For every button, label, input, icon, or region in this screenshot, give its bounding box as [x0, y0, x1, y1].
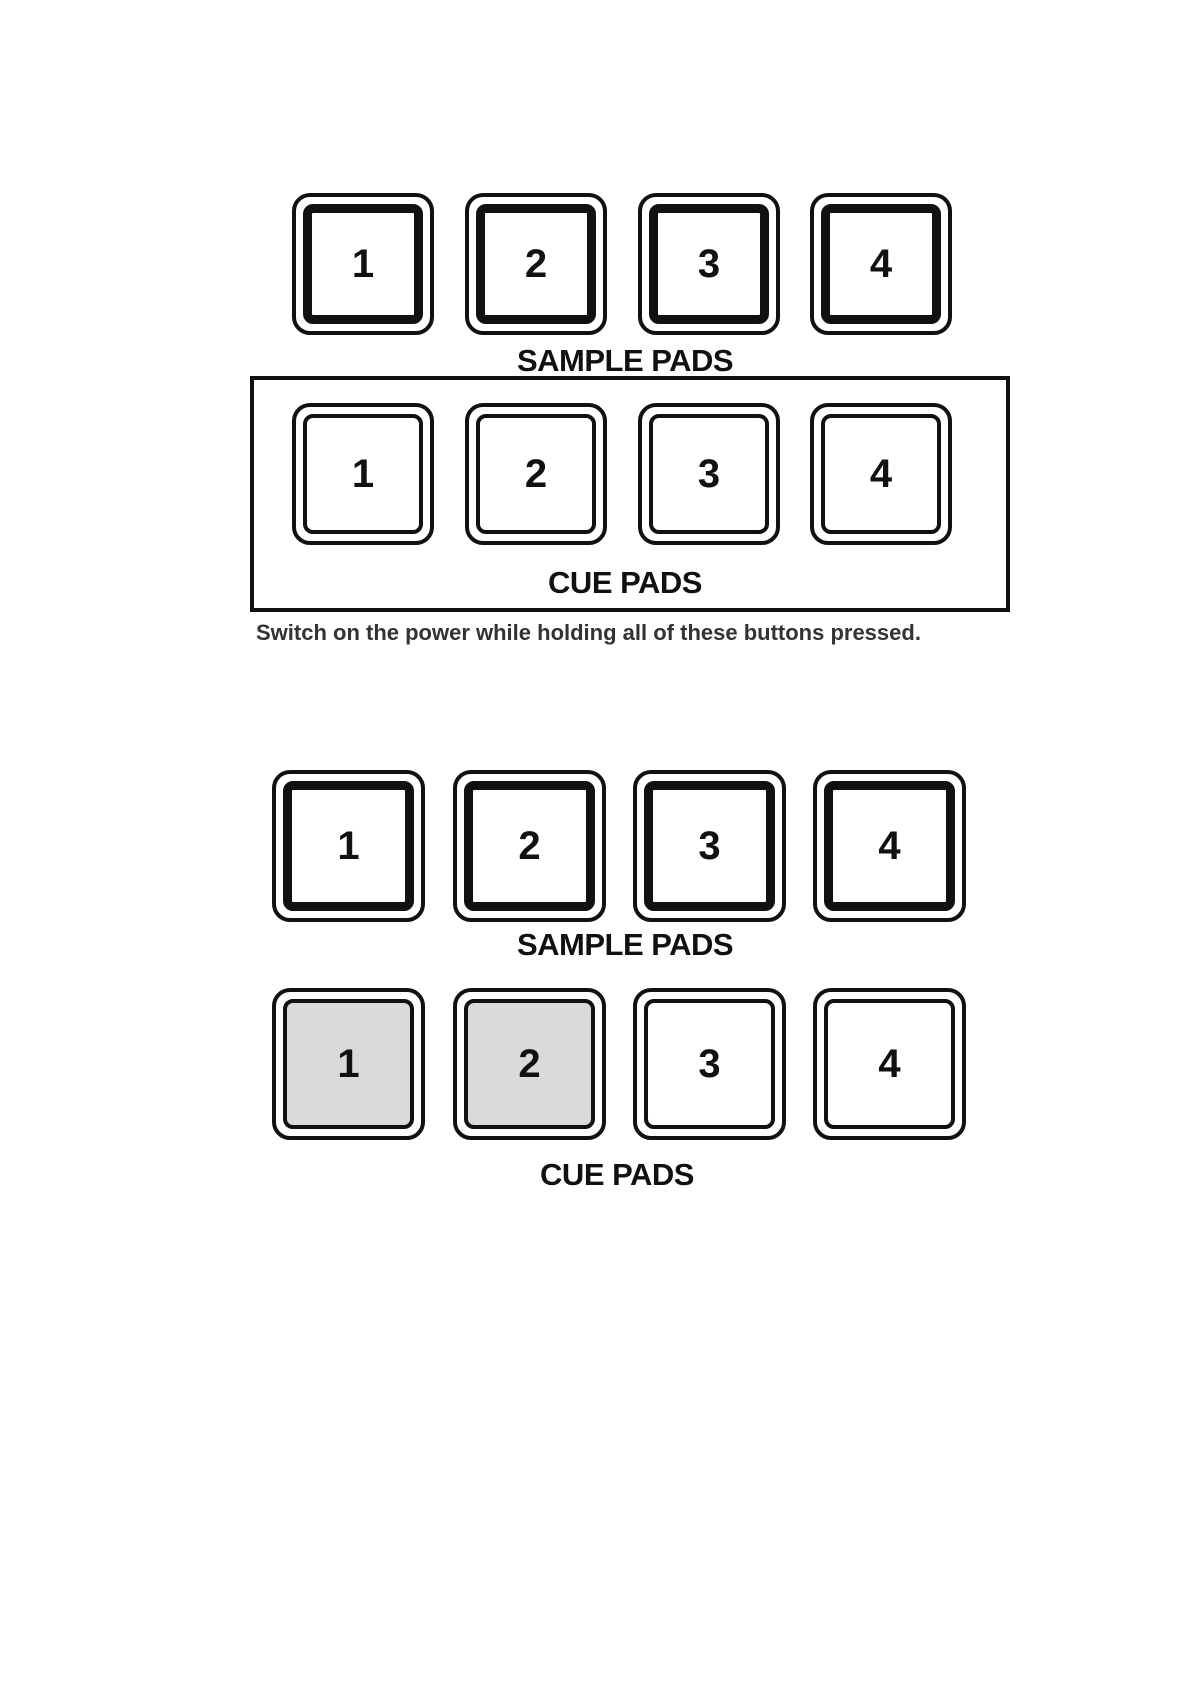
cue-pad-1[interactable] [292, 403, 434, 545]
cue-pad-2[interactable] [453, 988, 606, 1140]
sample-pad-4[interactable] [810, 193, 952, 335]
pad-number: 3 [644, 999, 775, 1129]
sample-pads-label: SAMPLE PADS [516, 343, 734, 378]
instruction-caption: Switch on the power while holding all of these buttons pressed. [256, 620, 921, 645]
pad-number: 3 [644, 781, 775, 911]
pad-number: 4 [824, 781, 955, 911]
pad-number: 2 [476, 204, 596, 324]
sample-pads-label: SAMPLE PADS [516, 927, 734, 962]
pad-number: 1 [283, 781, 414, 911]
cue-pad-4[interactable] [810, 403, 952, 545]
pad-number: 2 [476, 414, 596, 534]
cue-pad-3[interactable] [633, 988, 786, 1140]
pad-number: 2 [464, 999, 595, 1129]
cue-pads-label: CUE PADS [548, 565, 702, 600]
pad-number: 3 [649, 204, 769, 324]
pad-number: 3 [649, 414, 769, 534]
sample-pad-2[interactable] [453, 770, 606, 922]
sample-pad-2[interactable] [465, 193, 607, 335]
cue-pad-3[interactable] [638, 403, 780, 545]
sample-pad-3[interactable] [633, 770, 786, 922]
cue-pads-label: CUE PADS [540, 1157, 694, 1192]
pad-number: 1 [303, 204, 423, 324]
pad-number: 2 [464, 781, 595, 911]
sample-pad-1[interactable] [292, 193, 434, 335]
pad-number: 4 [821, 414, 941, 534]
pad-number: 1 [283, 999, 414, 1129]
cue-pad-1[interactable] [272, 988, 425, 1140]
pad-number: 1 [303, 414, 423, 534]
sample-pad-4[interactable] [813, 770, 966, 922]
sample-pad-1[interactable] [272, 770, 425, 922]
cue-pad-4[interactable] [813, 988, 966, 1140]
pad-number: 4 [821, 204, 941, 324]
sample-pad-3[interactable] [638, 193, 780, 335]
pad-number: 4 [824, 999, 955, 1129]
cue-pad-2[interactable] [465, 403, 607, 545]
